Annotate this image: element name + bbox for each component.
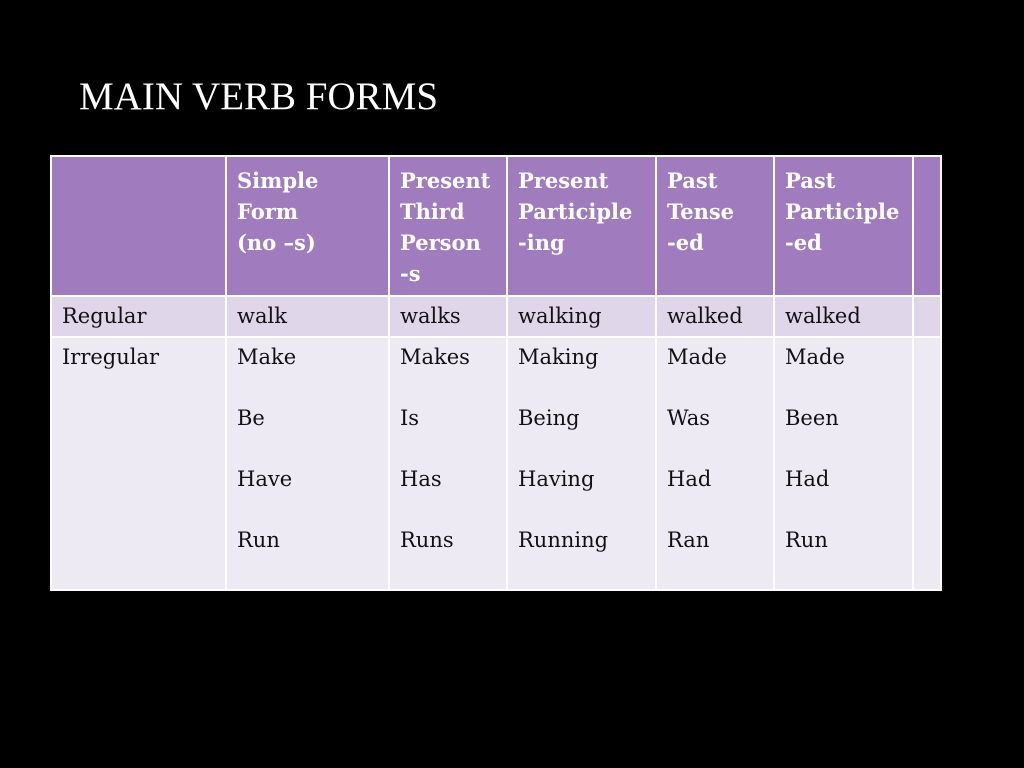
table-cell-empty <box>913 296 941 337</box>
row-label: Irregular <box>51 337 226 590</box>
header-cell-extra <box>913 156 941 296</box>
verb-form: Ran <box>667 528 710 552</box>
slide-title: MAIN VERB FORMS <box>79 75 439 118</box>
header-line: Present <box>518 168 609 193</box>
header-cell-past-tense <box>656 156 774 296</box>
verb-form: Made <box>667 345 727 369</box>
header-cell-empty <box>51 156 226 296</box>
verb-form: Run <box>785 528 828 552</box>
header-line: Present <box>400 168 491 193</box>
header-line: Past <box>667 168 718 193</box>
verb-form: Had <box>667 467 712 491</box>
header-line: -ed <box>667 230 704 255</box>
verb-form: Having <box>518 467 595 491</box>
verb-forms-table <box>50 155 942 591</box>
verb-form: Been <box>785 406 839 430</box>
verb-form: Run <box>237 528 280 552</box>
table-cell <box>656 337 774 590</box>
header-line: Participle <box>785 199 900 224</box>
header-cell-present-third-person <box>389 156 507 296</box>
header-line: Third <box>400 199 465 224</box>
header-line: Person <box>400 230 481 255</box>
table-cell: walk <box>226 296 389 337</box>
header-line: -ing <box>518 230 565 255</box>
table-cell <box>226 337 389 590</box>
header-cell-past-participle <box>774 156 913 296</box>
header-line: Participle <box>518 199 633 224</box>
verb-form: Makes <box>400 345 470 369</box>
row-label: Regular <box>51 296 226 337</box>
verb-form: Made <box>785 345 845 369</box>
header-cell-simple-form <box>226 156 389 296</box>
verb-form: Have <box>237 467 293 491</box>
table-cell-empty <box>913 337 941 590</box>
header-line: Past <box>785 168 836 193</box>
header-line: (no –s) <box>237 230 316 255</box>
verb-form: Had <box>785 467 830 491</box>
header-line: Simple <box>237 168 319 193</box>
table-row-irregular <box>51 337 941 590</box>
table-cell <box>389 337 507 590</box>
table-cell <box>774 337 913 590</box>
table-cell: walks <box>389 296 507 337</box>
verb-form: Runs <box>400 528 454 552</box>
verb-form: Is <box>400 406 420 430</box>
header-line: Tense <box>667 199 735 224</box>
table-cell: walked <box>656 296 774 337</box>
table-row-regular <box>51 296 941 337</box>
verb-form: Being <box>518 406 580 430</box>
verb-form: Make <box>237 345 297 369</box>
header-line: -s <box>400 261 421 286</box>
table-cell: walking <box>507 296 656 337</box>
verb-form: Making <box>518 345 599 369</box>
verb-form: Running <box>518 528 609 552</box>
verb-form: Be <box>237 406 265 430</box>
table-cell: walked <box>774 296 913 337</box>
verb-form: Has <box>400 467 442 491</box>
header-line: Form <box>237 199 299 224</box>
header-row <box>51 156 941 296</box>
header-cell-present-participle <box>507 156 656 296</box>
header-line: -ed <box>785 230 822 255</box>
table-cell <box>507 337 656 590</box>
verb-form: Was <box>667 406 711 430</box>
